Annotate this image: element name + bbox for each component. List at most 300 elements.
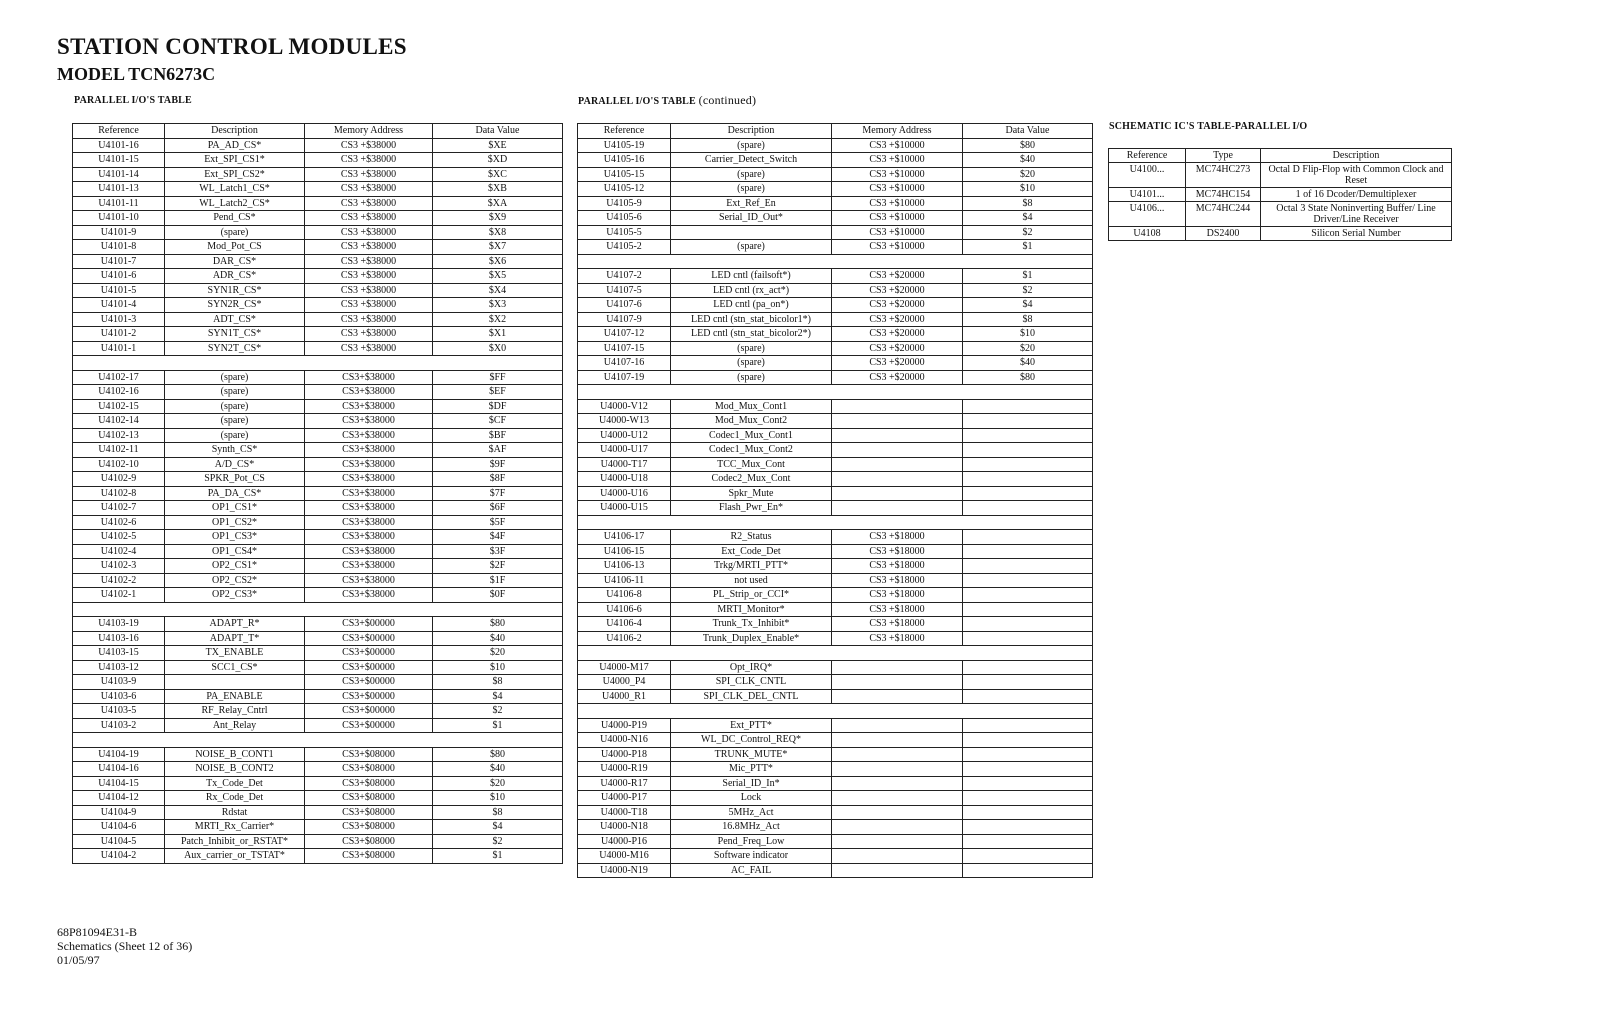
table-row [73, 370, 563, 385]
reference-cell: U4104-9 [73, 805, 165, 820]
reference-cell: U4101-10 [73, 211, 165, 226]
memory-address-cell: CS3+$08000 [305, 762, 433, 777]
reference-cell: U4000-P17 [578, 791, 671, 806]
table-row [73, 617, 563, 632]
reference-cell: U4106-8 [578, 588, 671, 603]
table-row [578, 196, 1093, 211]
ic-table-caption: SCHEMATIC IC'S TABLE-PARALLEL I/O [1109, 121, 1308, 132]
description-cell: ADAPT_T* [165, 631, 305, 646]
memory-address-cell: CS3+$00000 [305, 660, 433, 675]
table-row [73, 428, 563, 443]
description-cell: Mod_Pot_CS [165, 240, 305, 255]
reference-cell: U4102-16 [73, 385, 165, 400]
description-cell [671, 704, 832, 719]
table-header-row [1109, 149, 1452, 163]
description-cell: (spare) [671, 182, 832, 197]
data-value-cell: $X5 [433, 269, 563, 284]
table-row [73, 631, 563, 646]
table-row [73, 312, 563, 327]
reference-cell: U4000-M16 [578, 849, 671, 864]
description-cell: LED cntl (failsoft*) [671, 269, 832, 284]
data-value-cell [963, 385, 1093, 400]
data-value-cell: $8 [433, 675, 563, 690]
description-cell: Serial_ID_Out* [671, 211, 832, 226]
memory-address-cell [832, 791, 963, 806]
reference-cell: U4000-V12 [578, 399, 671, 414]
reference-cell: U4000-N19 [578, 863, 671, 878]
reference-cell: U4000-U15 [578, 501, 671, 516]
reference-cell: U4000-P16 [578, 834, 671, 849]
table-row [578, 269, 1093, 284]
data-value-cell: $20 [963, 341, 1093, 356]
reference-cell: U4102-3 [73, 559, 165, 574]
reference-cell: U4105-19 [578, 138, 671, 153]
description-cell: Synth_CS* [165, 443, 305, 458]
table-row [73, 559, 563, 574]
description-cell: Serial_ID_In* [671, 776, 832, 791]
description-cell: OP1_CS2* [165, 515, 305, 530]
left-table-caption: PARALLEL I/O'S TABLE [74, 95, 192, 106]
table-row [578, 298, 1093, 313]
table-row [578, 689, 1093, 704]
description-cell [671, 515, 832, 530]
description-cell: R2_Status [671, 530, 832, 545]
data-value-cell: $4 [963, 298, 1093, 313]
memory-address-cell: CS3+$38000 [305, 486, 433, 501]
header-data-value: Data Value [963, 124, 1093, 139]
description-cell: SPKR_Pot_CS [165, 472, 305, 487]
data-value-cell: $DF [433, 399, 563, 414]
data-value-cell [963, 457, 1093, 472]
memory-address-cell: CS3 +$20000 [832, 298, 963, 313]
memory-address-cell: CS3 +$38000 [305, 240, 433, 255]
table-row [578, 153, 1093, 168]
parallel-io-table-body [73, 138, 563, 863]
description-cell: 5MHz_Act [671, 805, 832, 820]
data-value-cell: $40 [963, 356, 1093, 371]
reference-cell: U4103-19 [73, 617, 165, 632]
table-row [73, 820, 563, 835]
data-value-cell [963, 675, 1093, 690]
data-value-cell [963, 762, 1093, 777]
reference-cell: U4105-15 [578, 167, 671, 182]
reference-cell: U4000-N16 [578, 733, 671, 748]
reference-cell: U4000-P19 [578, 718, 671, 733]
reference-cell: U4101-2 [73, 327, 165, 342]
memory-address-cell: CS3+$38000 [305, 443, 433, 458]
table-row [578, 530, 1093, 545]
spacer-row [578, 385, 1093, 400]
data-value-cell: $FF [433, 370, 563, 385]
description-cell: Mod_Mux_Cont2 [671, 414, 832, 429]
data-value-cell: $9F [433, 457, 563, 472]
table-row [578, 457, 1093, 472]
data-value-cell [963, 573, 1093, 588]
data-value-cell: $X4 [433, 283, 563, 298]
memory-address-cell: CS3 +$18000 [832, 530, 963, 545]
description-cell: Codec2_Mux_Cont [671, 472, 832, 487]
memory-address-cell [832, 660, 963, 675]
description-cell: (spare) [165, 385, 305, 400]
table-row [73, 269, 563, 284]
reference-cell [73, 733, 165, 748]
memory-address-cell: CS3 +$18000 [832, 559, 963, 574]
header-type: Type [1186, 149, 1261, 163]
parallel-io-continued-table [577, 123, 1093, 878]
table-row [578, 602, 1093, 617]
reference-cell [578, 385, 671, 400]
data-value-cell [963, 399, 1093, 414]
reference-cell: U4105-6 [578, 211, 671, 226]
data-value-cell: $4 [433, 820, 563, 835]
table-row [1109, 202, 1452, 227]
table-row [73, 341, 563, 356]
memory-address-cell: CS3+$00000 [305, 646, 433, 661]
description-cell: NOISE_B_CONT2 [165, 762, 305, 777]
data-value-cell [963, 631, 1093, 646]
description-cell: Ext_PTT* [671, 718, 832, 733]
type-cell: MC74HC244 [1186, 202, 1261, 227]
memory-address-cell [832, 414, 963, 429]
memory-address-cell [832, 254, 963, 269]
reference-cell: U4103-6 [73, 689, 165, 704]
description-cell: PL_Strip_or_CCI* [671, 588, 832, 603]
description-cell: 1 of 16 Dcoder/Demultiplexer [1261, 188, 1452, 202]
data-value-cell: $80 [963, 138, 1093, 153]
table-row [578, 283, 1093, 298]
data-value-cell: $6F [433, 501, 563, 516]
memory-address-cell [305, 602, 433, 617]
table-row [578, 762, 1093, 777]
description-cell: SYN1T_CS* [165, 327, 305, 342]
data-value-cell: $80 [433, 617, 563, 632]
description-cell [671, 225, 832, 240]
description-cell: Pend_CS* [165, 211, 305, 226]
parallel-io-continued-table-body [578, 138, 1093, 878]
description-cell: Carrier_Detect_Switch [671, 153, 832, 168]
reference-cell: U4105-2 [578, 240, 671, 255]
mid-caption-main: PARALLEL I/O'S TABLE [578, 96, 696, 107]
reference-cell: U4106-6 [578, 602, 671, 617]
description-cell: LED cntl (rx_act*) [671, 283, 832, 298]
description-cell: Ext_Code_Det [671, 544, 832, 559]
description-cell: (spare) [671, 356, 832, 371]
description-cell: A/D_CS* [165, 457, 305, 472]
memory-address-cell: CS3 +$10000 [832, 225, 963, 240]
description-cell: Trunk_Duplex_Enable* [671, 631, 832, 646]
description-cell: OP2_CS3* [165, 588, 305, 603]
data-value-cell: $40 [433, 631, 563, 646]
memory-address-cell: CS3 +$10000 [832, 196, 963, 211]
table-row [578, 675, 1093, 690]
description-cell: TCC_Mux_Cont [671, 457, 832, 472]
data-value-cell [963, 805, 1093, 820]
table-row [73, 805, 563, 820]
description-cell: LED cntl (stn_stat_bicolor2*) [671, 327, 832, 342]
reference-cell: U4101-15 [73, 153, 165, 168]
reference-cell: U4103-5 [73, 704, 165, 719]
table-row [73, 196, 563, 211]
data-value-cell [963, 689, 1093, 704]
description-cell: Mic_PTT* [671, 762, 832, 777]
memory-address-cell: CS3+$38000 [305, 472, 433, 487]
reference-cell [578, 646, 671, 661]
data-value-cell [963, 472, 1093, 487]
table-row [1109, 188, 1452, 202]
table-row [73, 414, 563, 429]
table-row [73, 182, 563, 197]
memory-address-cell [832, 820, 963, 835]
memory-address-cell: CS3 +$38000 [305, 138, 433, 153]
reference-cell: U4107-6 [578, 298, 671, 313]
memory-address-cell: CS3+$00000 [305, 631, 433, 646]
data-value-cell: $8 [433, 805, 563, 820]
memory-address-cell: CS3 +$20000 [832, 312, 963, 327]
description-cell: Trunk_Tx_Inhibit* [671, 617, 832, 632]
memory-address-cell: CS3+$08000 [305, 776, 433, 791]
description-cell: (spare) [165, 370, 305, 385]
description-cell: Pend_Freq_Low [671, 834, 832, 849]
reference-cell: U4102-13 [73, 428, 165, 443]
memory-address-cell: CS3+$00000 [305, 617, 433, 632]
reference-cell [578, 254, 671, 269]
reference-cell: U4000-R19 [578, 762, 671, 777]
reference-cell [578, 515, 671, 530]
memory-address-cell: CS3+$38000 [305, 559, 433, 574]
memory-address-cell [832, 718, 963, 733]
reference-cell [73, 356, 165, 371]
spacer-row [578, 515, 1093, 530]
table-row [578, 559, 1093, 574]
type-cell: MC74HC154 [1186, 188, 1261, 202]
data-value-cell [963, 414, 1093, 429]
memory-address-cell: CS3 +$38000 [305, 327, 433, 342]
data-value-cell: $80 [963, 370, 1093, 385]
data-value-cell: $10 [963, 327, 1093, 342]
data-value-cell: $X2 [433, 312, 563, 327]
description-cell: WL_Latch1_CS* [165, 182, 305, 197]
mid-table-caption [578, 93, 756, 108]
header-reference: Reference [578, 124, 671, 139]
reference-cell: U4104-15 [73, 776, 165, 791]
doc-date: 01/05/97 [57, 953, 100, 967]
spacer-row [578, 646, 1093, 661]
data-value-cell: $8 [963, 312, 1093, 327]
memory-address-cell: CS3 +$38000 [305, 269, 433, 284]
data-value-cell: $CF [433, 414, 563, 429]
memory-address-cell [832, 863, 963, 878]
description-cell: not used [671, 573, 832, 588]
description-cell: Opt_IRQ* [671, 660, 832, 675]
data-value-cell: $8 [963, 196, 1093, 211]
data-value-cell: $2 [963, 225, 1093, 240]
data-value-cell: $XA [433, 196, 563, 211]
table-row [73, 776, 563, 791]
reference-cell: U4103-9 [73, 675, 165, 690]
data-value-cell [963, 849, 1093, 864]
spacer-row [73, 356, 563, 371]
description-cell: SYN1R_CS* [165, 283, 305, 298]
memory-address-cell: CS3 +$18000 [832, 544, 963, 559]
memory-address-cell: CS3 +$38000 [305, 225, 433, 240]
memory-address-cell: CS3 +$10000 [832, 167, 963, 182]
reference-cell: U4101... [1109, 188, 1186, 202]
table-row [578, 631, 1093, 646]
table-row [578, 428, 1093, 443]
data-value-cell: $AF [433, 443, 563, 458]
data-value-cell: $20 [433, 776, 563, 791]
table-row [578, 849, 1093, 864]
description-cell: LED cntl (stn_stat_bicolor1*) [671, 312, 832, 327]
memory-address-cell [305, 733, 433, 748]
description-cell: Ext_SPI_CS2* [165, 167, 305, 182]
memory-address-cell: CS3 +$38000 [305, 196, 433, 211]
reference-cell: U4102-5 [73, 530, 165, 545]
reference-cell: U4106-11 [578, 573, 671, 588]
memory-address-cell: CS3 +$10000 [832, 138, 963, 153]
description-cell: Rdstat [165, 805, 305, 820]
description-cell: Software indicator [671, 849, 832, 864]
description-cell: Aux_carrier_or_TSTAT* [165, 849, 305, 864]
data-value-cell: $X6 [433, 254, 563, 269]
memory-address-cell: CS3 +$18000 [832, 602, 963, 617]
description-cell: Lock [671, 791, 832, 806]
reference-cell: U4000-U12 [578, 428, 671, 443]
description-cell: Tx_Code_Det [165, 776, 305, 791]
data-value-cell: $1F [433, 573, 563, 588]
memory-address-cell [832, 646, 963, 661]
reference-cell: U4102-11 [73, 443, 165, 458]
table-row [578, 544, 1093, 559]
reference-cell: U4102-1 [73, 588, 165, 603]
data-value-cell [963, 530, 1093, 545]
data-value-cell: $4F [433, 530, 563, 545]
reference-cell: U4103-12 [73, 660, 165, 675]
reference-cell: U4102-6 [73, 515, 165, 530]
description-cell: Codec1_Mux_Cont1 [671, 428, 832, 443]
description-cell: Ext_Ref_En [671, 196, 832, 211]
reference-cell: U4107-19 [578, 370, 671, 385]
reference-cell: U4101-9 [73, 225, 165, 240]
table-row [578, 240, 1093, 255]
table-row [578, 138, 1093, 153]
memory-address-cell: CS3+$08000 [305, 834, 433, 849]
description-cell: TRUNK_MUTE* [671, 747, 832, 762]
reference-cell: U4103-16 [73, 631, 165, 646]
table-row [578, 718, 1093, 733]
memory-address-cell [832, 762, 963, 777]
reference-cell: U4104-19 [73, 747, 165, 762]
page-title: STATION CONTROL MODULES [57, 34, 407, 59]
table-row [578, 370, 1093, 385]
table-row [578, 617, 1093, 632]
data-value-cell: $XB [433, 182, 563, 197]
document-footer [57, 925, 192, 967]
table-row [73, 646, 563, 661]
memory-address-cell: CS3+$00000 [305, 718, 433, 733]
memory-address-cell: CS3+$08000 [305, 747, 433, 762]
description-cell: DAR_CS* [165, 254, 305, 269]
reference-cell: U4000-M17 [578, 660, 671, 675]
spacer-row [73, 602, 563, 617]
memory-address-cell: CS3+$38000 [305, 428, 433, 443]
description-cell: PA_AD_CS* [165, 138, 305, 153]
schematic-ic-table-body [1109, 163, 1452, 241]
table-row [73, 849, 563, 864]
data-value-cell [963, 820, 1093, 835]
memory-address-cell: CS3+$00000 [305, 675, 433, 690]
reference-cell: U4106-4 [578, 617, 671, 632]
data-value-cell: $0F [433, 588, 563, 603]
reference-cell [578, 704, 671, 719]
memory-address-cell [832, 486, 963, 501]
data-value-cell [963, 718, 1093, 733]
memory-address-cell: CS3+$38000 [305, 515, 433, 530]
data-value-cell: $X3 [433, 298, 563, 313]
table-row [73, 225, 563, 240]
reference-cell: U4107-2 [578, 269, 671, 284]
table-row [73, 544, 563, 559]
table-row [73, 834, 563, 849]
reference-cell: U4000-W13 [578, 414, 671, 429]
memory-address-cell: CS3 +$18000 [832, 573, 963, 588]
data-value-cell: $2 [433, 704, 563, 719]
reference-cell: U4000-T18 [578, 805, 671, 820]
header-memory-address: Memory Address [832, 124, 963, 139]
reference-cell: U4101-3 [73, 312, 165, 327]
memory-address-cell: CS3+$38000 [305, 501, 433, 516]
description-cell: Spkr_Mute [671, 486, 832, 501]
table-row [578, 501, 1093, 516]
reference-cell: U4104-5 [73, 834, 165, 849]
data-value-cell: $X1 [433, 327, 563, 342]
table-row [73, 573, 563, 588]
memory-address-cell [832, 747, 963, 762]
memory-address-cell: CS3 +$18000 [832, 588, 963, 603]
reference-cell: U4102-9 [73, 472, 165, 487]
header-reference: Reference [73, 124, 165, 139]
table-row [73, 530, 563, 545]
table-row [578, 573, 1093, 588]
memory-address-cell: CS3+$38000 [305, 457, 433, 472]
description-cell [671, 385, 832, 400]
data-value-cell: $3F [433, 544, 563, 559]
table-row [73, 211, 563, 226]
table-row [73, 385, 563, 400]
data-value-cell [963, 776, 1093, 791]
description-cell: Trkg/MRTI_PTT* [671, 559, 832, 574]
table-row [73, 660, 563, 675]
memory-address-cell [832, 689, 963, 704]
table-row [1109, 227, 1452, 241]
header-description: Description [671, 124, 832, 139]
description-cell: Silicon Serial Number [1261, 227, 1452, 241]
memory-address-cell [832, 704, 963, 719]
description-cell: LED cntl (pa_on*) [671, 298, 832, 313]
reference-cell: U4108 [1109, 227, 1186, 241]
data-value-cell [963, 443, 1093, 458]
data-value-cell [963, 747, 1093, 762]
description-cell: RF_Relay_Cntrl [165, 704, 305, 719]
memory-address-cell: CS3 +$20000 [832, 341, 963, 356]
description-cell [165, 675, 305, 690]
description-cell: SPI_CLK_DEL_CNTL [671, 689, 832, 704]
description-cell [165, 733, 305, 748]
reference-cell: U4101-4 [73, 298, 165, 313]
data-value-cell: $XE [433, 138, 563, 153]
data-value-cell: $2F [433, 559, 563, 574]
reference-cell: U4105-5 [578, 225, 671, 240]
